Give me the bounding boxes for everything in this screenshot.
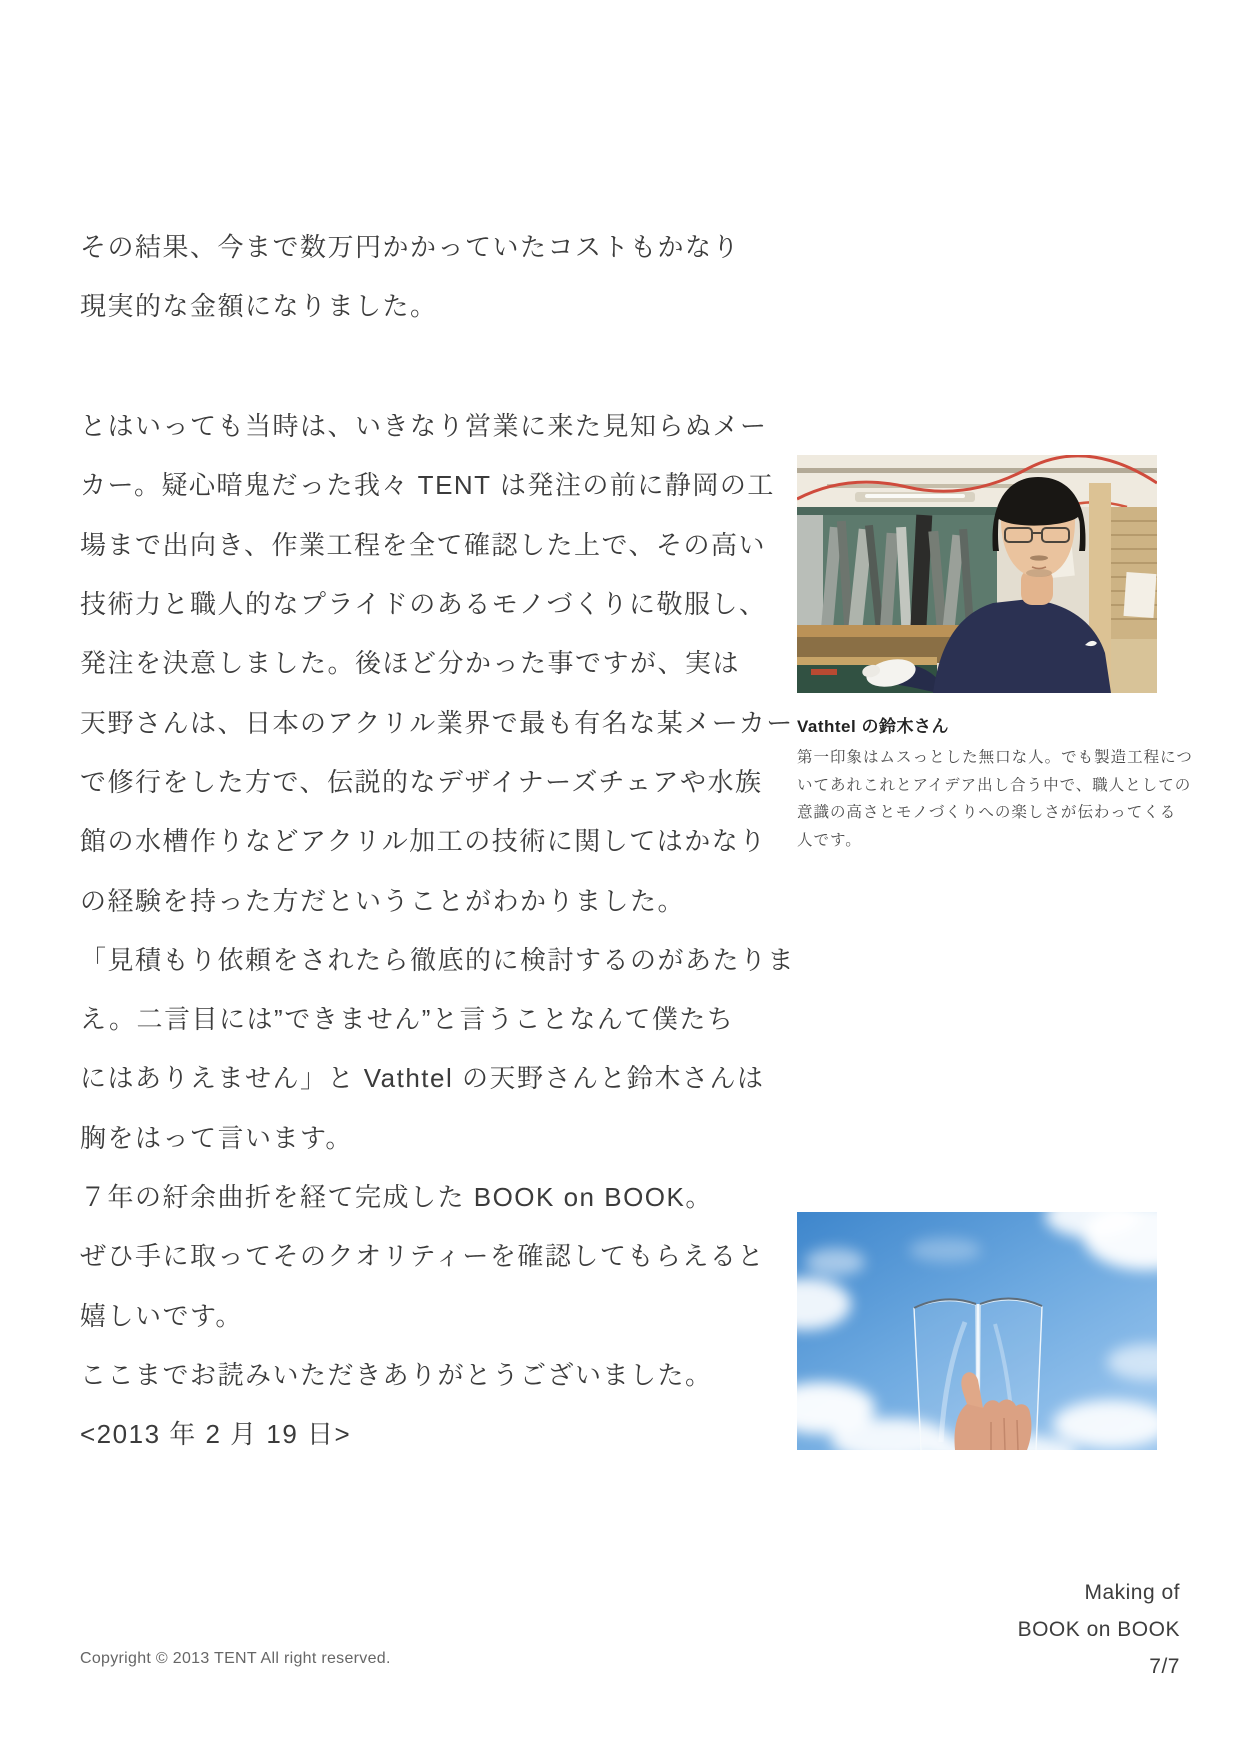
text-line: 現実的な金額になりました。 — [80, 291, 438, 322]
footer-doc-title — [1018, 1574, 1180, 1685]
caption-title: Vathtel の鈴木さん — [797, 717, 949, 736]
workshop-photo-illustration — [797, 455, 1157, 693]
caption-body — [797, 744, 1193, 854]
text-line: ７年の紆余曲折を経て完成した BOOK on BOOK。 — [80, 1182, 713, 1212]
footer-title-line2: BOOK on BOOK — [1017, 1618, 1180, 1641]
paragraph-body — [80, 395, 796, 1462]
footer-title-line1: Making of — [1084, 1581, 1180, 1604]
text-line: にはありえません」と Vathtel の天野さんと鈴木さんは — [80, 1063, 765, 1094]
text-line: ここまでお読みいただきありがとうございました。 — [80, 1359, 713, 1390]
text-line: <2013 年 2 月 19 日> — [80, 1419, 352, 1450]
copyright-notice: Copyright © 2013 TENT All right reserved. — [80, 1650, 391, 1667]
text-line: 嬉しいです。 — [80, 1300, 243, 1331]
photo-suzuki-workshop — [797, 455, 1157, 693]
caption-line: 人です。 — [797, 831, 862, 849]
text-line: 天野さんは、日本のアクリル業界で最も有名な某メーカー — [80, 707, 794, 738]
text-line: その結果、今まで数万円かかっていたコストもかなり — [80, 232, 741, 263]
photo-book-on-book-sky — [797, 1212, 1157, 1450]
text-line: 発注を決意しました。後ほど分かった事ですが、実は — [80, 648, 741, 679]
text-line: 「見積もり依頼をされたら徹底的に検討するのがあたりま — [80, 944, 796, 975]
text-line: ぜひ手に取ってそのクオリティーを確認してもらえると — [80, 1241, 765, 1272]
text-line: 胸をはって言います。 — [80, 1122, 353, 1153]
paragraph-intro — [80, 216, 780, 335]
text-line: とはいっても当時は、いきなり営業に来た見知らぬメー — [80, 411, 768, 442]
text-line: カー。疑心暗鬼だった我々 TENT は発注の前に静岡の工 — [80, 470, 775, 501]
text-line: 館の水槽作りなどアクリル加工の技術に関してはかなり — [80, 826, 767, 857]
text-line: で修行をした方で、伝説的なデザイナーズチェアや水族 — [80, 766, 763, 797]
photo-caption — [797, 712, 1193, 854]
caption-line: 意識の高さとモノづくりへの楽しさが伝わってくる — [797, 804, 1177, 821]
text-line: 場まで出向き、作業工程を全て確認した上で、その高い — [80, 529, 766, 560]
page-indicator: 7/7 — [1149, 1655, 1180, 1678]
text-line: 技術力と職人的なプライドのあるモノづくりに敬服し、 — [80, 589, 767, 620]
sky-photo-illustration — [797, 1212, 1157, 1450]
caption-line: いてあれこれとアイデア出し合う中で、職人としての — [797, 776, 1192, 794]
text-line: え。二言目には”できません”と言うことなんて僕たち — [80, 1004, 735, 1035]
caption-line: 第一印象はムスっとした無口な人。でも製造工程につ — [797, 749, 1193, 766]
text-line: の経験を持った方だということがわかりました。 — [80, 885, 686, 916]
